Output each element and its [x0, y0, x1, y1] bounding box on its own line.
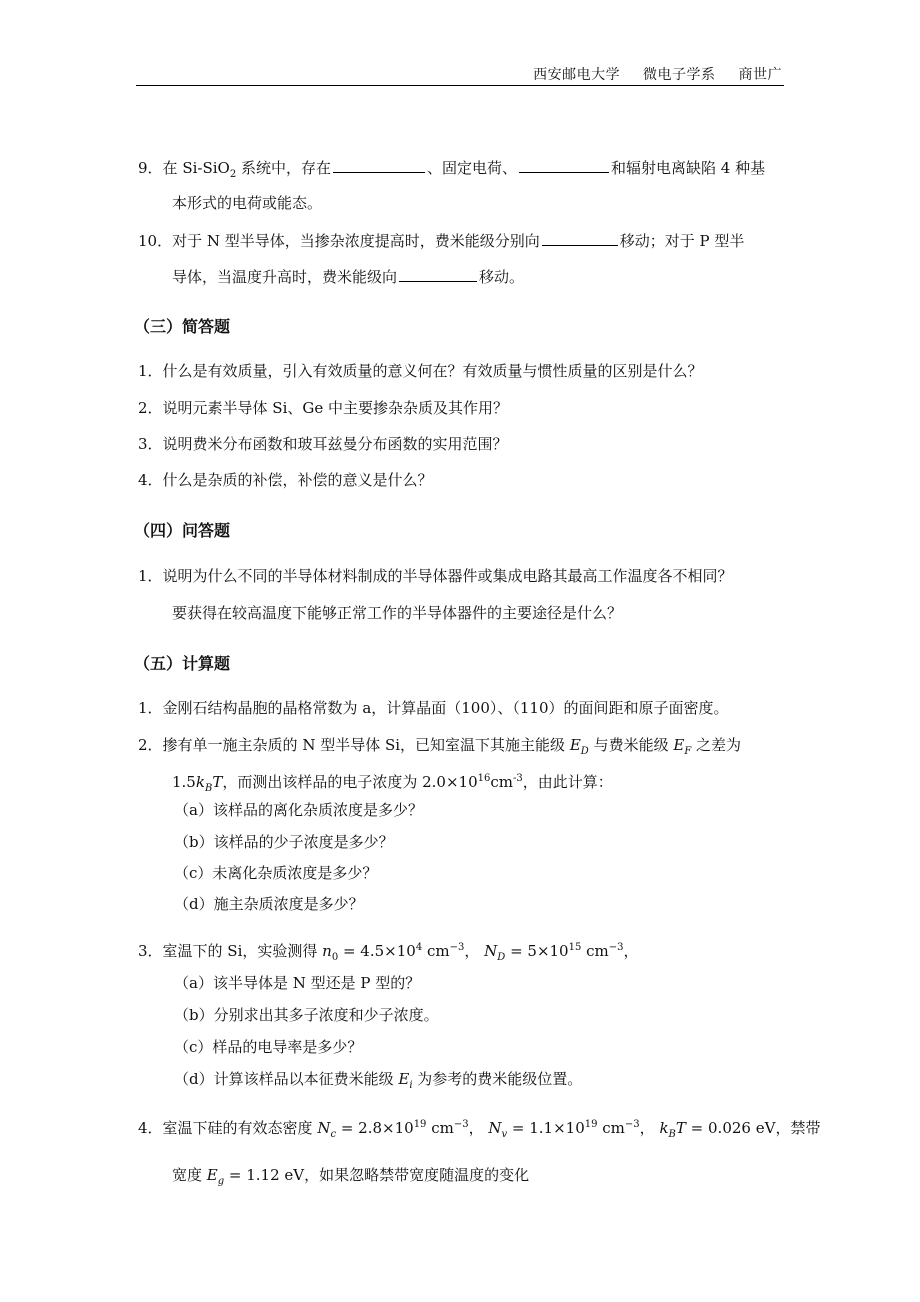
sub-question: （b）分别求出其多子浓度和少子浓度。 [174, 1006, 439, 1024]
page-header [515, 64, 782, 84]
sub-question: （c）样品的电导率是多少？ [174, 1038, 363, 1056]
section-heading-questions: （四）问答题 [134, 521, 231, 540]
calc-question-3: 3．室温下的 Si，实验测得 $n_0 = 4.5\times 10^4$ $cm^{-3}$， $N_D = 5\times 10^{15}$ $cm^{-3}$， [138, 942, 639, 963]
calc-question-2-continued: $1.5k_BT$，而测出该样品的电子浓度为 $2.0\times 10^{16}cm^{-3}$，由此计算： [172, 773, 613, 794]
question-9-continued: 本形式的电荷或能态。 [172, 194, 323, 212]
answer-blank[interactable] [333, 157, 425, 173]
sub-question: （c）未离化杂质浓度是多少？ [174, 864, 378, 882]
sub-question: （d）计算该样品以本征费米能级 $E_i$ 为参考的费米能级位置。 [174, 1070, 583, 1091]
sub-question: （b）该样品的少子浓度是多少？ [174, 833, 394, 851]
answer-blank[interactable] [542, 230, 618, 246]
short-answer-item: 2．说明元素半导体 Si、Ge 中主要掺杂杂质及其作用？ [138, 399, 509, 417]
short-answer-item: 4．什么是杂质的补偿，补偿的意义是什么？ [138, 471, 433, 489]
header-author: 商世广 [738, 67, 782, 83]
section-heading-calculation: （五）计算题 [134, 654, 231, 673]
calc-question-4-continued: 宽度 $E_g = 1.12$ eV，如果忽略禁带宽度随温度的变化 [172, 1166, 530, 1187]
calc-question-1: 1．金刚石结构晶胞的晶格常数为 a，计算晶面（100）、（110）的面间距和原子面密度。 [138, 699, 729, 717]
question-10: 10．对于 N 型半导体，当掺杂浓度提高时，费米能级分别向 移动；对于 P 型半 [138, 232, 745, 250]
question-item: 1．说明为什么不同的半导体材料制成的半导体器件或集成电路其最高工作温度各不相同？ [138, 567, 733, 585]
sub-question: （d）施主杂质浓度是多少？ [174, 895, 364, 913]
sub-question: （a）该半导体是 N 型还是 P 型的？ [174, 974, 421, 992]
answer-blank[interactable] [399, 266, 477, 282]
header-university: 西安邮电大学 [533, 67, 621, 83]
calc-question-4: 4．室温下硅的有效态密度 $N_c = 2.8\times 10^{19}$ $cm^{-3}$， $N_v = 1.1\times 10^{19}$ $cm^{-3}$， $k_BT = 0.026$ eV，禁带 [138, 1119, 821, 1140]
header-department: 微电子学系 [643, 67, 716, 83]
header-divider [136, 85, 784, 86]
question-10-continued: 导体，当温度升高时，费米能级向 移动。 [172, 268, 525, 286]
answer-blank[interactable] [519, 157, 609, 173]
section-heading-short-answer: （三）简答题 [134, 317, 231, 336]
short-answer-item: 1．什么是有效质量，引入有效质量的意义何在？有效质量与惯性质量的区别是什么？ [138, 362, 703, 380]
short-answer-item: 3．说明费米分布函数和玻耳兹曼分布函数的实用范围？ [138, 435, 508, 453]
calc-question-2: 2．掺有单一施主杂质的 N 型半导体 Si，已知室温下其施主能级 $E_D$ 与费米能级 $E_F$ 之差为 [138, 736, 742, 757]
sub-question: （a）该样品的离化杂质浓度是多少？ [174, 801, 423, 819]
question-9: 9．在 Si-SiO$_2$ 系统中，存在 、固定电荷、 和辐射电离缺陷 4 种基 [138, 159, 766, 180]
question-item-continued: 要获得在较高温度下能够正常工作的半导体器件的主要途径是什么？ [172, 604, 623, 622]
